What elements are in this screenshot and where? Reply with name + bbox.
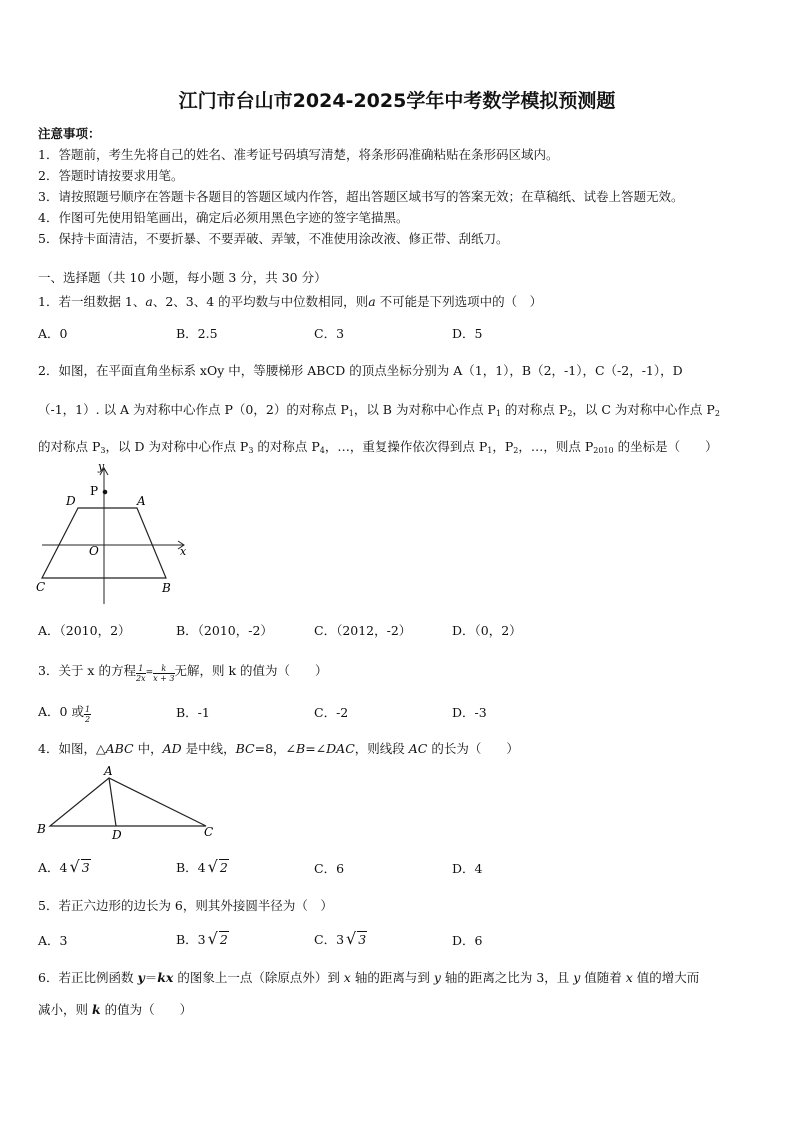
q2-option-b[interactable]: B．（2010，-2） [176, 623, 273, 638]
label-d: D [66, 494, 76, 508]
q4-math: DAC [326, 741, 355, 756]
question-6-line-1 [38, 968, 699, 986]
q2-text: 的对称点 P [253, 439, 320, 454]
q4-option-a-text: A．4 [38, 860, 68, 875]
q4-option-a-radicand: 3 [81, 860, 90, 875]
q3-option-a-den: 2 [84, 715, 91, 724]
q1-text-post: 不可能是下列选项中的（ ） [375, 294, 543, 309]
section-heading: 一、选择题（共 10 小题，每小题 3 分，共 30 分） [38, 270, 327, 285]
q3-fraction-2 [153, 664, 174, 683]
q5-option-b-text: B．3 [176, 932, 206, 947]
q4-text: 中， [133, 741, 163, 756]
q3-frac1-num: 1 [136, 664, 146, 674]
page-title: 江门市台山市2024-2025学年中考数学模拟预测题 [178, 90, 616, 112]
q2-text: ，以 B 为对称中心作点 P [353, 402, 496, 417]
label-a: A [104, 764, 113, 778]
q2-line-3 [38, 437, 718, 455]
q6-math: kx [157, 970, 174, 985]
label-d: D [112, 828, 122, 840]
q2-text: ，以 C 为对称中心作点 P [572, 402, 715, 417]
q2-sub: 2 [513, 446, 519, 455]
q2-sub: 3 [100, 446, 106, 455]
q4-math: BC [235, 741, 255, 756]
q2-option-d[interactable]: D．（0，2） [452, 623, 522, 638]
q4-math: B [296, 741, 306, 756]
q4-text: 4．如图，△ [38, 741, 106, 756]
q2-text: ，以 D 为对称中心作点 P [105, 439, 249, 454]
question-4 [38, 739, 519, 757]
median-ad [109, 778, 116, 826]
q3-option-a[interactable] [38, 702, 91, 724]
q5-option-b-radicand: 2 [219, 932, 228, 947]
q4-option-b[interactable] [176, 857, 229, 876]
q5-option-a[interactable]: A．3 [38, 933, 68, 948]
triangle-abc [50, 778, 206, 826]
q2-line-1: 2．如图，在平面直角坐标系 xOy 中，等腰梯形 ABCD 的顶点坐标分别为 A（1，1），B（2，-1），C（-2，-1），D [38, 363, 683, 378]
q2-sub: 1 [487, 446, 493, 455]
q3-option-a-text: A．0 或 [38, 704, 84, 719]
q3-option-a-num: 1 [84, 705, 91, 714]
label-c: C [204, 825, 214, 839]
q4-option-c[interactable]: C．6 [314, 861, 345, 876]
q6-math: x [343, 970, 351, 985]
question-3 [38, 661, 328, 683]
q5-option-c-text: C．3 [314, 932, 345, 947]
q4-text: =∠ [305, 741, 327, 756]
point-p [103, 490, 108, 495]
q3-option-d[interactable]: D．-3 [452, 705, 487, 720]
q6-math: y [573, 970, 581, 985]
q1-option-b[interactable]: B．2.5 [176, 326, 218, 341]
q2-option-c[interactable]: C．（2012，-2） [314, 623, 412, 638]
q2-sub: 3 [248, 446, 254, 455]
notice-heading: 注意事项： [38, 126, 101, 141]
q4-option-d[interactable]: D．4 [452, 861, 483, 876]
sqrt-icon: √ [69, 857, 80, 876]
question-5: 5．若正六边形的边长为 6，则其外接圆半径为（ ） [38, 898, 333, 913]
notice-item-1: 1．答题前，考生先将自己的姓名、准考证号码填写清楚，将条形码准确粘贴在条形码区域内。 [38, 147, 559, 162]
label-x: x [180, 545, 187, 558]
q2-sub: 1 [495, 409, 501, 418]
q3-frac2-den: x + 3 [153, 674, 175, 683]
q1-var2: a [368, 294, 376, 309]
label-b: B [37, 822, 46, 836]
q4-text: 的长为（ ） [427, 741, 519, 756]
q2-sub: 1 [348, 409, 354, 418]
q3-option-a-fraction [84, 705, 91, 724]
q6-text: 减小，则 [38, 1002, 92, 1017]
q1-text-mid: 、2、3、4 的平均数与中位数相同，则 [152, 294, 369, 309]
q2-sub: 2 [714, 409, 720, 418]
q6-text: 的图象上一点（除原点外）到 [173, 970, 344, 985]
q4-math: ABC [105, 741, 134, 756]
q6-text: 的值为（ ） [100, 1002, 193, 1017]
label-b: B [162, 581, 171, 595]
q6-math: y [433, 970, 441, 985]
label-y: y [98, 460, 105, 473]
sqrt-icon: √ [346, 929, 357, 948]
q5-option-b[interactable] [176, 929, 229, 948]
q1-option-a[interactable]: A．0 [38, 326, 68, 341]
q1-text-pre: 1．若一组数据 1、 [38, 294, 146, 309]
q3-frac1-den: 2x [135, 674, 146, 683]
q3-equals: = [145, 668, 154, 678]
q2-text: （-1，1）. 以 A 为对称中心作点 P（0，2）的对称点 P [38, 402, 349, 417]
q1-var: a [145, 294, 153, 309]
notice-item-2: 2．答题时请按要求用笔。 [38, 168, 184, 183]
q6-text: 值随着 [580, 970, 626, 985]
q4-option-a[interactable] [38, 857, 91, 876]
q2-sub: 4 [319, 446, 325, 455]
q1-option-d[interactable]: D．5 [452, 326, 483, 341]
q4-math: AD [162, 741, 182, 756]
q6-text: 6．若正比例函数 [38, 970, 138, 985]
sqrt-icon: √ [207, 929, 218, 948]
q2-option-a[interactable]: A．（2010，2） [38, 623, 131, 638]
q2-text: 的对称点 P [38, 439, 101, 454]
q3-option-c[interactable]: C．-2 [314, 705, 349, 720]
label-p: P [90, 484, 99, 498]
label-o: O [89, 544, 99, 558]
q6-text: 轴的距离之比为 3，且 [440, 970, 574, 985]
q4-option-b-text: B．4 [176, 860, 206, 875]
question-6-line-2 [38, 1000, 192, 1018]
q2-text: ，P [492, 439, 514, 454]
q4-triangle-figure [34, 764, 224, 840]
q6-math: x [625, 970, 633, 985]
q3-frac2-num: k [153, 664, 174, 674]
q2-sub: 2010 [593, 446, 614, 455]
q2-sub: 2 [567, 409, 573, 418]
q4-text: ，则线段 [354, 741, 409, 756]
sqrt-icon: √ [207, 857, 218, 876]
q3-option-b[interactable]: B．-1 [176, 705, 210, 720]
q3-fraction-1 [136, 664, 146, 683]
q6-math: y [137, 970, 145, 985]
label-c: C [36, 580, 46, 594]
q4-text: 是中线， [181, 741, 236, 756]
q1-option-c[interactable]: C．3 [314, 326, 345, 341]
q4-option-b-radicand: 2 [219, 860, 228, 875]
notice-item-4: 4．作图可先使用铅笔画出，确定后必须用黑色字迹的签字笔描黑。 [38, 210, 409, 225]
q6-text: ＝ [144, 970, 158, 985]
notice-item-3: 3．请按照题号顺序在答题卡各题目的答题区域内作答，超出答题区域书写的答案无效；在草稿纸、试卷上答题无效。 [38, 189, 684, 204]
label-a: A [137, 494, 146, 508]
q2-text: ，…，则点 P [518, 439, 594, 454]
question-1 [38, 292, 542, 310]
q3-text-post: 无解，则 k 的值为（ ） [174, 663, 328, 678]
q2-text: 的对称点 P [500, 402, 568, 417]
q2-text: 的坐标是（ ） [613, 439, 718, 454]
q5-option-d[interactable]: D．6 [452, 933, 483, 948]
q3-text-pre: 3．关于 x 的方程 [38, 663, 136, 678]
q4-text: =8，∠ [254, 741, 297, 756]
q4-math: AC [408, 741, 428, 756]
q6-text: 轴的距离与到 [350, 970, 434, 985]
q6-math: k [91, 1002, 101, 1017]
q6-text: 值的增大而 [632, 970, 700, 985]
notice-item-5: 5．保持卡面清洁，不要折暴、不要弄破、弄皱，不准使用涂改液、修正带、刮纸刀。 [38, 231, 509, 246]
q5-option-c[interactable] [314, 929, 367, 948]
q2-text: ，…，重复操作依次得到点 P [324, 439, 488, 454]
q2-line-2 [38, 400, 720, 418]
q2-trapezoid-figure [34, 458, 194, 606]
q5-option-c-radicand: 3 [358, 932, 367, 947]
